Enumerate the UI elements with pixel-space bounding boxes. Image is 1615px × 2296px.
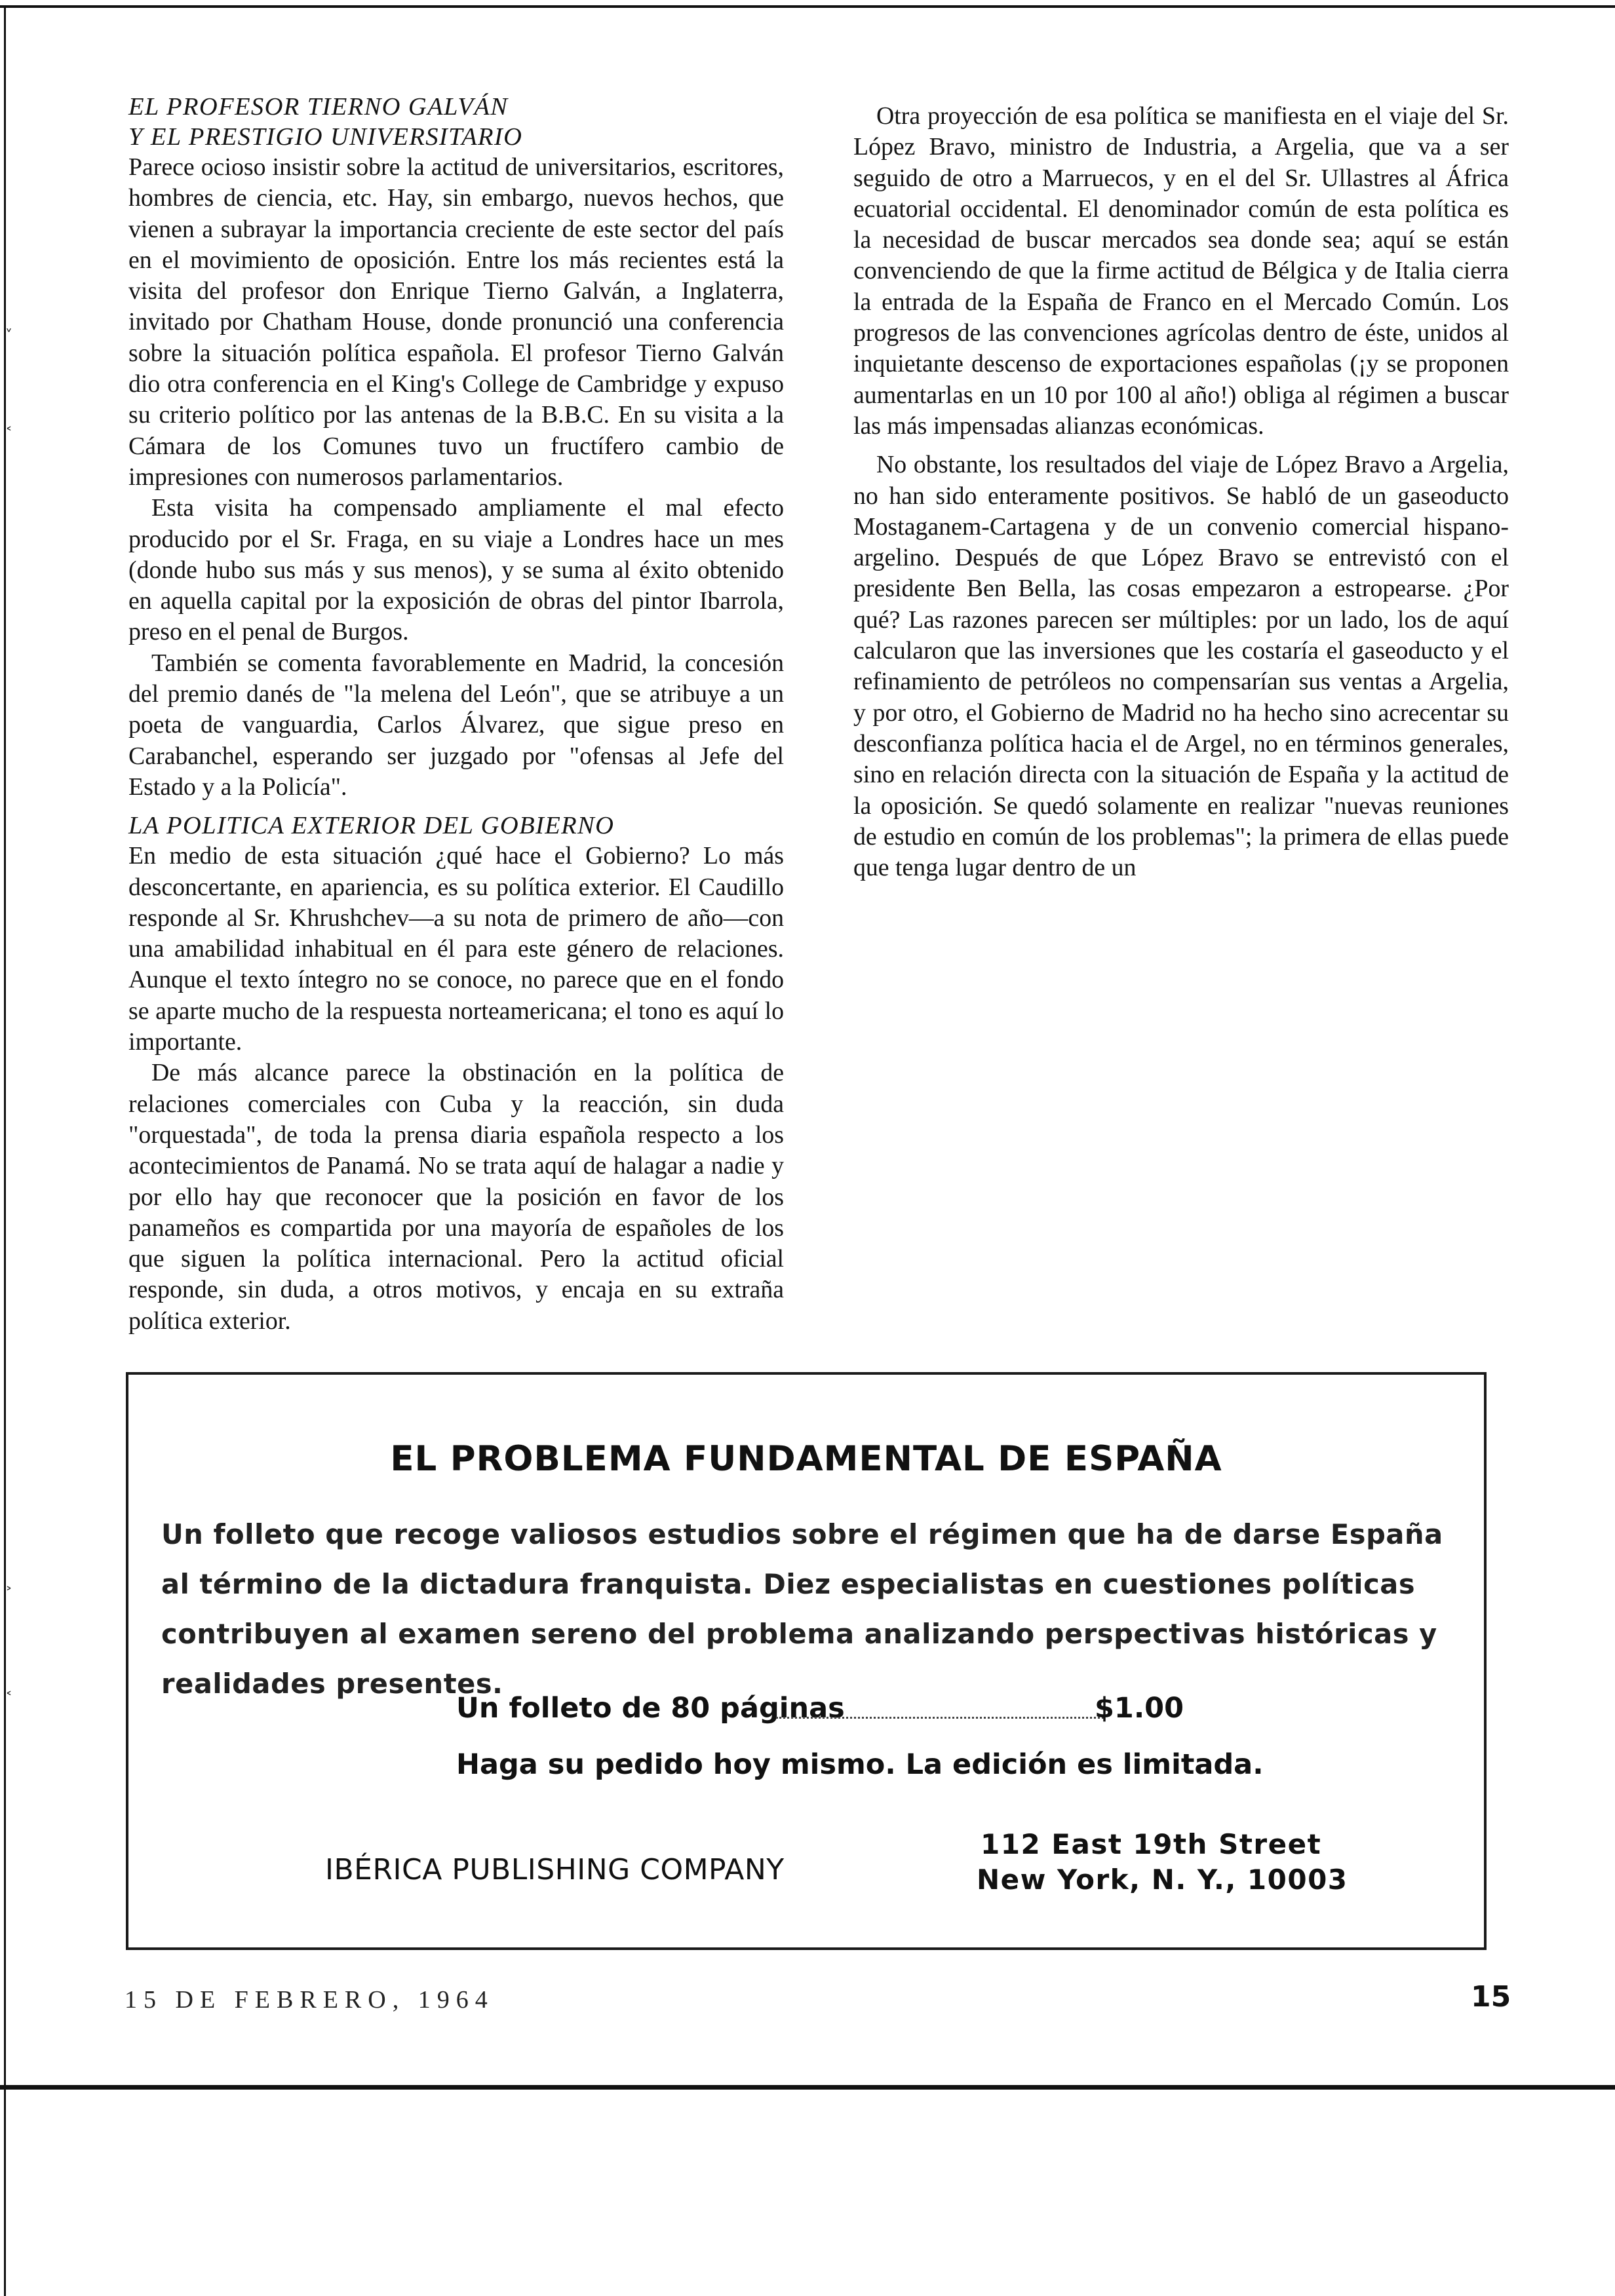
price-label: Un folleto de 80 páginas bbox=[456, 1692, 845, 1725]
left-border-rule bbox=[4, 5, 6, 2296]
issue-date: 15 DE FEBRERO, 1964 bbox=[125, 1986, 494, 2014]
publisher-address bbox=[977, 1827, 1348, 1898]
address-line: 112 East 19th Street bbox=[981, 1828, 1322, 1860]
publisher-name: IBÉRICA PUBLISHING COMPANY bbox=[325, 1853, 785, 1886]
paragraph: También se comenta favorablemente en Madrid, la concesión del premio danés de "la melena del León", que se atribuye a un poeta de vanguardia, Carlos Álvarez, que sigue preso en Carabanchel, esperando ser juzgado por "ofensas al Jefe del Estado y a la Policía". bbox=[128, 649, 784, 801]
section-heading: LA POLITICA EXTERIOR DEL GOBIERNO bbox=[128, 812, 615, 840]
left-text-column bbox=[128, 92, 784, 1337]
section-heading: Y EL PRESTIGIO UNIVERSITARIO bbox=[128, 123, 523, 151]
paragraph: En medio de esta situación ¿qué hace el Gobierno? Lo más desconcertante, en apariencia, es su política exterior. El Caudillo responde al Sr. Khrushchev—a su nota de primero de año—con una amabilidad inhabitual en él para este género de relaciones. Aunque el texto íntegro no se conoce, no parece que en el fondo se aparte mucho de la respuesta norteamericana; el tono es aquí lo importante. bbox=[128, 842, 784, 1056]
order-note: Haga su pedido hoy mismo. La edición es limitada. bbox=[456, 1748, 1264, 1781]
section-heading: EL PROFESOR TIERNO GALVÁN bbox=[128, 93, 509, 121]
margin-tick-mark: ˂ bbox=[5, 426, 12, 442]
margin-tick-mark: ˂ bbox=[5, 1691, 12, 1707]
advertisement-box bbox=[126, 1372, 1487, 1950]
dot-leader bbox=[776, 1717, 1104, 1719]
advertisement-description: Un folleto que recoge valiosos estudios sobre el régimen que ha de darse España al término de la dictadura franquista. Diez especialistas en cuestiones políticas contribuyen al examen sereno del problema analizando perspectivas históricas y realidades presentes. bbox=[161, 1518, 1443, 1700]
margin-tick-mark: ˃ bbox=[5, 1586, 12, 1602]
price-line bbox=[456, 1692, 1184, 1731]
bottom-border-rule bbox=[0, 2085, 1615, 2090]
paragraph: Otra proyección de esa política se manifiesta en el viaje del Sr. López Bravo, ministro de Industria, a Argelia, que va a ser seguido de otro a Marruecos, y en el del Sr. Ullastres al África ecuatorial occidental. El denominador común de esta política es la necesidad de buscar mercados sea donde sea; aquí se están convenciendo de que la firme actitud de Bélgica y de Italia cierra la entrada de la España de Franco en el Mercado Común. Los progresos de las convenciones agrícolas dentro de éste, unidos al inquietante descenso de exportaciones españolas (¡y se proponen aumentarlas en un 10 por 100 al año!) obliga al régimen a buscar las más impensadas alianzas económicas. bbox=[853, 102, 1509, 440]
advertisement-title: EL PROBLEMA FUNDAMENTAL DE ESPAÑA bbox=[390, 1439, 1222, 1479]
page-number: 15 bbox=[1471, 1980, 1511, 2014]
top-border-rule bbox=[0, 5, 1615, 8]
paragraph: No obstante, los resultados del viaje de López Bravo a Argelia, no han sido enteramente positivos. Se habló de un gaseoducto Mostaganem-Cartagena y de un convenio comercial hispano-argelino. Después de que López Bravo se entrevistó con el presidente Ben Bella, las cosas empezaron a estropearse. ¿Por qué? Las razones parecen ser múltiples: por un lado, los de aquí calcularon que las inversiones que les costaría el gaseoducto y el refinamiento de petróleos no compensarían sus ventas a Argelia, y por otro, el Gobierno de Madrid no ha hecho sino acrecentar su desconfianza política hacia el de Argel, no en términos generales, sino en relación directa con la situación de España y la actitud de la oposición. Se quedó solamente en realizar "nuevas reuniones de estudio en común de los problemas"; la primera de ellas puede que tenga lugar dentro de un bbox=[853, 451, 1509, 882]
paragraph: Esta visita ha compensado ampliamente el mal efecto producido por el Sr. Fraga, en su viaje a Londres hace un mes (donde hubo sus más y sus menos), y se suma al éxito obtenido en aquella capital por la exposición de obras del pintor Ibarrola, preso en el penal de Burgos. bbox=[128, 494, 784, 646]
price-value: $1.00 bbox=[1094, 1692, 1184, 1725]
paragraph: Parece ocioso insistir sobre la actitud de universitarios, escritores, hombres de ciencia, etc. Hay, sin embargo, nuevos hechos, que vienen a subrayar la importancia creciente de este sector del país en el movimiento de oposición. Entre los más recientes está la visita del profesor don Enrique Tierno Galván, a Inglaterra, invitado por Chatham House, donde pronunció una conferencia sobre la situación política española. El profesor Tierno Galván dio otra conferencia en el King's College de Cambridge y expuso su criterio político por las antenas de la B.B.C. En su visita a la Cámara de los Comunes tuvo un fructífero cambio de impresiones con numerosos parlamentarios. bbox=[128, 153, 784, 491]
address-line: New York, N. Y., 10003 bbox=[977, 1864, 1348, 1896]
right-text-column bbox=[853, 93, 1509, 883]
margin-tick-mark: ˅ bbox=[5, 328, 12, 344]
paragraph: De más alcance parece la obstinación en la política de relaciones comerciales con Cuba y la reacción, sin duda "orquestada", de toda la prensa diaria española respecto a los acontecimientos de Panamá. No se trata aquí de halagar a nadie y por ello hay que reconocer que la posición en favor de los panameños es compartida por una mayoría de españoles de los que siguen la política internacional. Pero la actitud oficial responde, sin duda, a otros motivos, y encaja en su extraña política exterior. bbox=[128, 1059, 784, 1335]
